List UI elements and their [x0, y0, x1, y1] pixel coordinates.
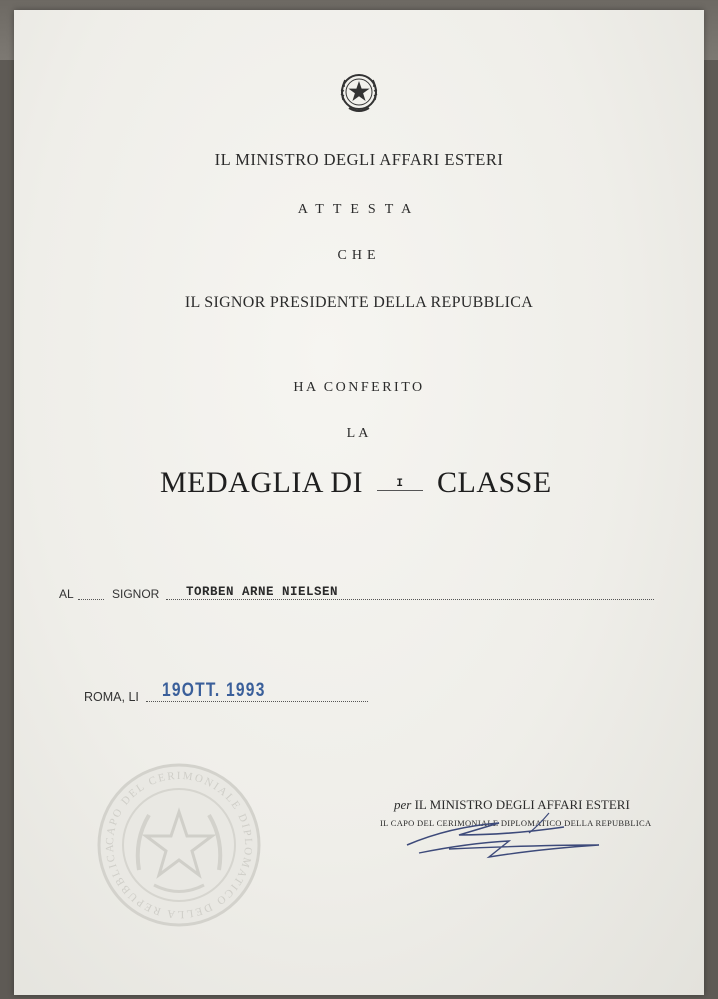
- president-text: IL SIGNOR PRESIDENTE DELLA REPUBBLICA: [184, 294, 534, 311]
- capo-cerimoniale: IL CAPO DEL CERIMONIALE DIPLOMATICO DELLA REPUBBLICA: [380, 818, 652, 828]
- seal-text: CAPO DEL CERIMONIALE DIPLOMATICO DELLA REPUBBLICA: [103, 769, 255, 921]
- handwritten-signature: [389, 805, 639, 875]
- attesta-text: ATTESTA: [297, 202, 421, 217]
- italian-republic-emblem-icon: [337, 70, 381, 114]
- conferito-text: HA CONFERITO: [293, 380, 425, 395]
- recipient-name: TORBEN ARNE NIELSEN: [186, 585, 339, 599]
- al-label: AL: [59, 587, 74, 601]
- che-text: CHE: [337, 248, 381, 263]
- al-dotted-line: [78, 599, 104, 600]
- medal-prefix: MEDAGLIA DI: [160, 466, 363, 499]
- la-text: LA: [346, 426, 372, 441]
- issuer-title: IL MINISTRO DEGLI AFFARI ESTERI: [214, 150, 504, 169]
- recipient-dotted-line: [166, 599, 654, 600]
- medal-title: [160, 466, 552, 500]
- embossed-seal-icon: [94, 760, 264, 930]
- date-stamp: 19OTT. 1993: [162, 680, 266, 701]
- place-label: ROMA, LI: [84, 690, 139, 704]
- medal-class-field: I: [377, 478, 423, 491]
- minister-title: IL MINISTRO DEGLI AFFARI ESTERI: [414, 797, 630, 812]
- certificate-paper: [14, 10, 704, 995]
- signor-label: SIGNOR: [112, 587, 160, 601]
- per-label: per: [394, 797, 412, 812]
- medal-suffix: CLASSE: [436, 466, 552, 499]
